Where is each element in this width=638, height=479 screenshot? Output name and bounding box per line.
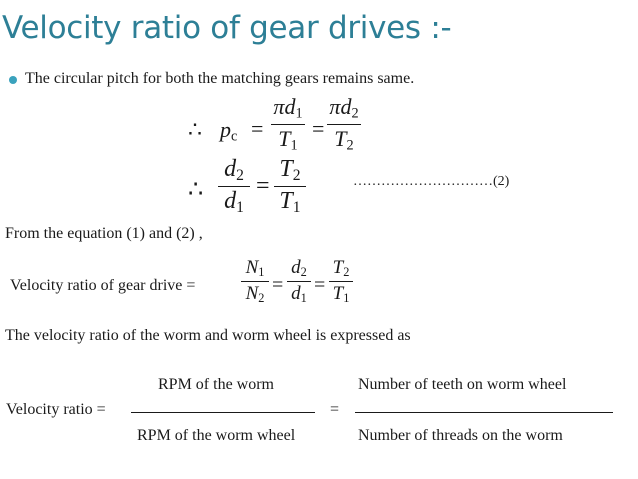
fraction-pi-d1-over-t1: $\pi d_1$ $T_1$: [271, 94, 305, 154]
therefore-symbol: ∴: [188, 117, 202, 142]
fraction-bar: [355, 412, 613, 413]
worm-description-text: The velocity ratio of the worm and worm wheel is expressed as: [5, 327, 411, 344]
bullet-dot-icon: [9, 76, 17, 84]
worm-wheel-rpm-denominator: RPM of the worm wheel: [137, 427, 296, 444]
fraction-pi-d2-over-t2: $\pi d_2$ $T_2$: [327, 94, 361, 154]
teeth-numerator: Number of teeth on worm wheel: [358, 376, 567, 393]
equals-sign: =: [251, 116, 264, 141]
equals-sign: =: [312, 116, 325, 141]
equation-tag: …………………………(2): [353, 174, 510, 189]
fraction-d2-over-d1: $d_2$ $d_1$: [218, 156, 250, 217]
gear-ratio-label: Velocity ratio of gear drive =: [10, 277, 196, 294]
equals-sign: =: [330, 401, 340, 418]
bullet-text: The circular pitch for both the matching gears remains same.: [25, 70, 415, 87]
worm-ratio-label: Velocity ratio =: [6, 401, 106, 418]
equals-sign: =: [256, 173, 270, 199]
fraction-bar: [131, 412, 315, 413]
slide-title: Velocity ratio of gear drives :-: [2, 10, 452, 46]
equals-sign: =: [314, 274, 326, 296]
pitch-symbol: $p_c$: [220, 117, 238, 145]
fraction-d2-over-d1: $d_2$ $d_1$: [287, 257, 311, 306]
fraction-n1-over-n2: $N_1$ $N_2$: [241, 257, 269, 306]
fraction-t2-over-t1: $T_2$ $T_1$: [329, 257, 353, 306]
fraction-t2-over-t1: $T_2$ $T_1$: [274, 156, 306, 217]
therefore-symbol: ∴: [188, 177, 204, 203]
equals-sign: =: [272, 274, 284, 296]
from-equation-text: From the equation (1) and (2) ,: [5, 225, 203, 242]
worm-rpm-numerator: RPM of the worm: [158, 376, 274, 393]
threads-denominator: Number of threads on the worm: [358, 427, 563, 444]
